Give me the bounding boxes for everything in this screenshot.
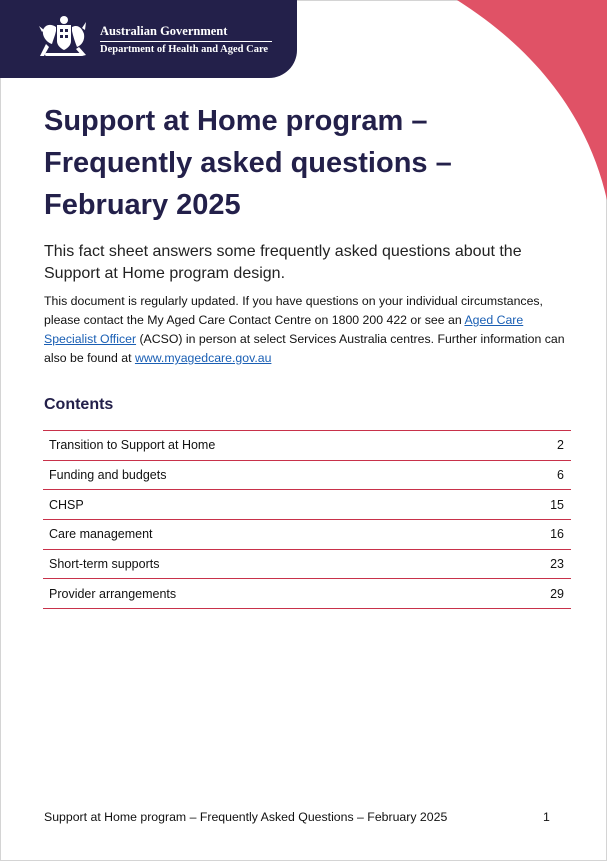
toc-label: Transition to Support at Home <box>49 438 216 453</box>
table-of-contents <box>43 430 571 609</box>
toc-row-care-management[interactable] <box>43 520 571 550</box>
toc-page-number: 16 <box>550 527 564 542</box>
toc-row-provider-arrangements[interactable] <box>43 579 571 609</box>
toc-page-number: 2 <box>557 438 564 453</box>
toc-label: CHSP <box>49 497 84 512</box>
toc-row-chsp[interactable] <box>43 490 571 520</box>
toc-page-number: 23 <box>550 557 564 572</box>
notice-text-part-1: This document is regularly updated. If you have questions on your individual circumstances, please contact the My Aged Care Contact Centre on 1800 200 422 or see an <box>44 294 543 327</box>
toc-label: Care management <box>49 527 153 542</box>
coat-of-arms-icon <box>34 14 94 60</box>
notice-paragraph <box>44 292 569 368</box>
toc-row-transition[interactable] <box>43 431 571 461</box>
government-name: Australian Government <box>100 24 228 38</box>
aced-care-specialist-officer-link[interactable]: Aged Care Specialist Officer <box>44 313 524 346</box>
toc-label: Short-term supports <box>49 557 160 572</box>
toc-page-number: 15 <box>550 497 564 512</box>
toc-label: Provider arrangements <box>49 586 177 601</box>
header-divider <box>100 41 272 42</box>
department-name: Department of Health and Aged Care <box>100 44 269 55</box>
toc-row-short-term-supports[interactable] <box>43 550 571 580</box>
toc-label: Funding and budgets <box>49 468 167 483</box>
intro-paragraph: This fact sheet answers some frequently asked questions about the Support at Home program design. <box>44 243 522 282</box>
footer-page-number: 1 <box>543 810 550 824</box>
toc-row-funding[interactable] <box>43 461 571 491</box>
contents-heading: Contents <box>44 396 114 413</box>
notice-text-part-2: (ACSO) in person at select Services Australia centres. Further information can also be found at <box>44 332 565 365</box>
footer-text: Support at Home program – Frequently Asked Questions – February 2025 <box>44 810 448 824</box>
document-title: Support at Home program – Frequently asked questions – February 2025 <box>44 105 452 221</box>
myagedcare-website-link[interactable]: www.myagedcare.gov.au <box>134 351 272 365</box>
toc-page-number: 6 <box>557 468 564 483</box>
government-header-banner <box>0 0 297 78</box>
toc-page-number: 29 <box>550 586 564 601</box>
